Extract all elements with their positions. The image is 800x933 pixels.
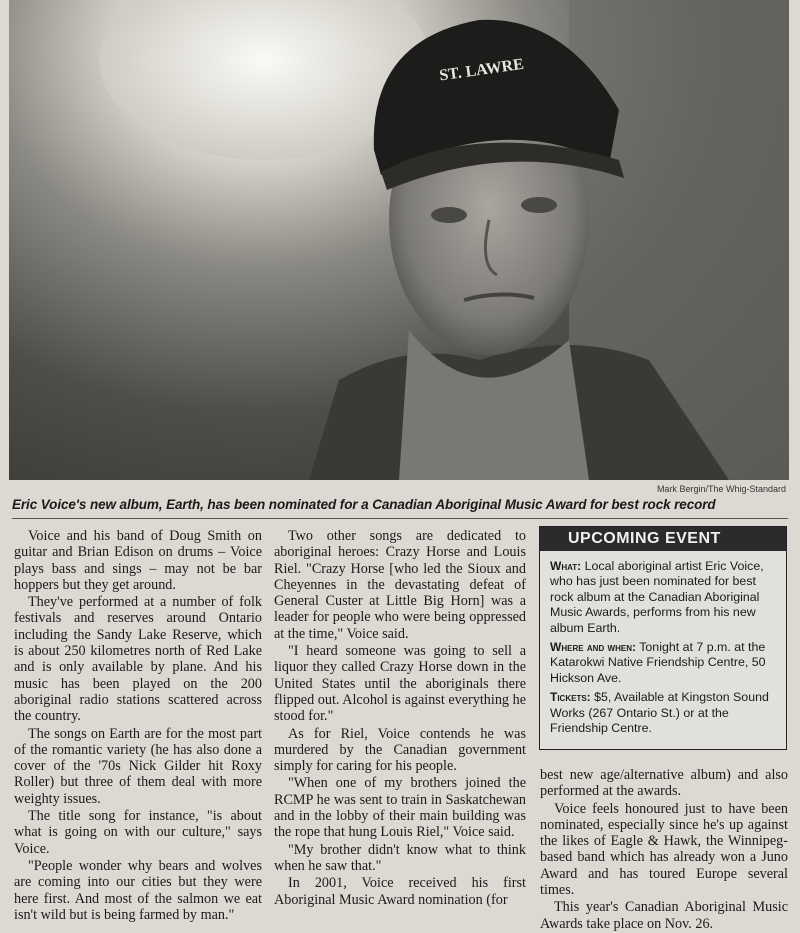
paragraph: The title song for instance, "is about what is going on with our culture," says Voice. — [14, 808, 262, 857]
upcoming-event-box — [539, 526, 787, 750]
portrait-illustration — [9, 0, 789, 480]
event-heading: UPCOMING EVENT — [540, 527, 786, 551]
event-where-label: Where and when: — [550, 640, 636, 655]
paragraph: As for Riel, Voice contends he was murdered by the Canadian government simply for caring for his people. — [274, 725, 526, 775]
paragraph: Voice feels honoured just to have been nominated, especially since he's up against the likes of Eagle & Hawk, the Winnipeg-based band which has already won a Juno Award and has toured Europe several times. — [540, 800, 788, 899]
event-where — [550, 640, 776, 686]
paragraph: Two other songs are dedicated to aboriginal heroes: Crazy Horse and Louis Riel. "Crazy Horse [who led the Sioux and Cheyennes in the devastating defeat of General Custer at Little Big Horn] was a leader for people who were being oppressed at the time," Voice said. — [274, 528, 526, 642]
paragraph: Voice and his band of Doug Smith on guitar and Brian Edison on drums – Voice plays bass and sings – may not be bar hoppers but they get around. — [14, 528, 262, 593]
article-column-3 — [540, 767, 788, 933]
news-photo — [9, 0, 789, 480]
paragraph: "When one of my brothers joined the RCMP he was sent to train in Saskatchewan and in the lobby of their main building was the rope that hung Louis Riel," Voice said. — [274, 775, 526, 841]
event-what-label: What: — [550, 559, 582, 573]
paragraph: best new age/alternative album) and also performed at the awards. — [540, 767, 788, 800]
photo-credit: Mark Bergin/The Whig-Standard — [656, 484, 786, 494]
paragraph: "I heard someone was going to sell a liquor they called Crazy Horse down in the United States until the aboriginals there flipped out. Alcohol is against everything he stood for." — [274, 643, 526, 725]
event-tickets-label: Tickets: — [550, 690, 591, 705]
event-what-text: Local aboriginal artist Eric Voice, who has just been nominated for best rock album at the Canadian Aboriginal Music Awards, performs from his new album Earth. — [550, 559, 764, 635]
article-column-2 — [274, 528, 526, 909]
article-column-1 — [14, 528, 262, 924]
caption-divider — [12, 518, 788, 519]
paragraph: "People wonder why bears and wolves are coming into our cities but they were here first. And most of the salmon we eat isn't wild but is being farmed by man." — [14, 857, 262, 923]
paragraph: In 2001, Voice received his first Aboriginal Music Award nomination (for — [274, 875, 526, 908]
event-body — [540, 551, 786, 736]
event-tickets — [550, 690, 776, 736]
event-where-text: Tonight at 7 p.m. at the Katarokwi Native Friendship Centre, 50 Hickson Ave. — [550, 640, 766, 685]
paragraph: "My brother didn't know what to think when he saw that." — [274, 841, 526, 874]
event-tickets-text: $5, Available at Kingston Sound Works (267 Ontario St.) or at the Friendship Centre. — [550, 690, 769, 736]
cap-logo-text: ST. LAWRE — [438, 55, 525, 85]
event-what — [550, 559, 776, 636]
paragraph: The songs on Earth are for the most part of the romantic variety (he has also done a cover of the '70s Nick Gilder hit Roxy Roller) but three of them deal with more weighty issues. — [14, 725, 262, 807]
paragraph: This year's Canadian Aboriginal Music Awards take place on Nov. 26. — [540, 899, 788, 932]
paragraph: They've performed at a number of folk festivals and reserves around Ontario including the Sandy Lake Reserve, which is about 250 kilometres north of Red Lake and is only available by plane. And his music has been played on the 200 aboriginal radio stations scattered across the country. — [14, 594, 262, 725]
photo-caption: Eric Voice's new album, Earth, has been nominated for a Canadian Aboriginal Music Award for best rock record — [12, 497, 716, 512]
